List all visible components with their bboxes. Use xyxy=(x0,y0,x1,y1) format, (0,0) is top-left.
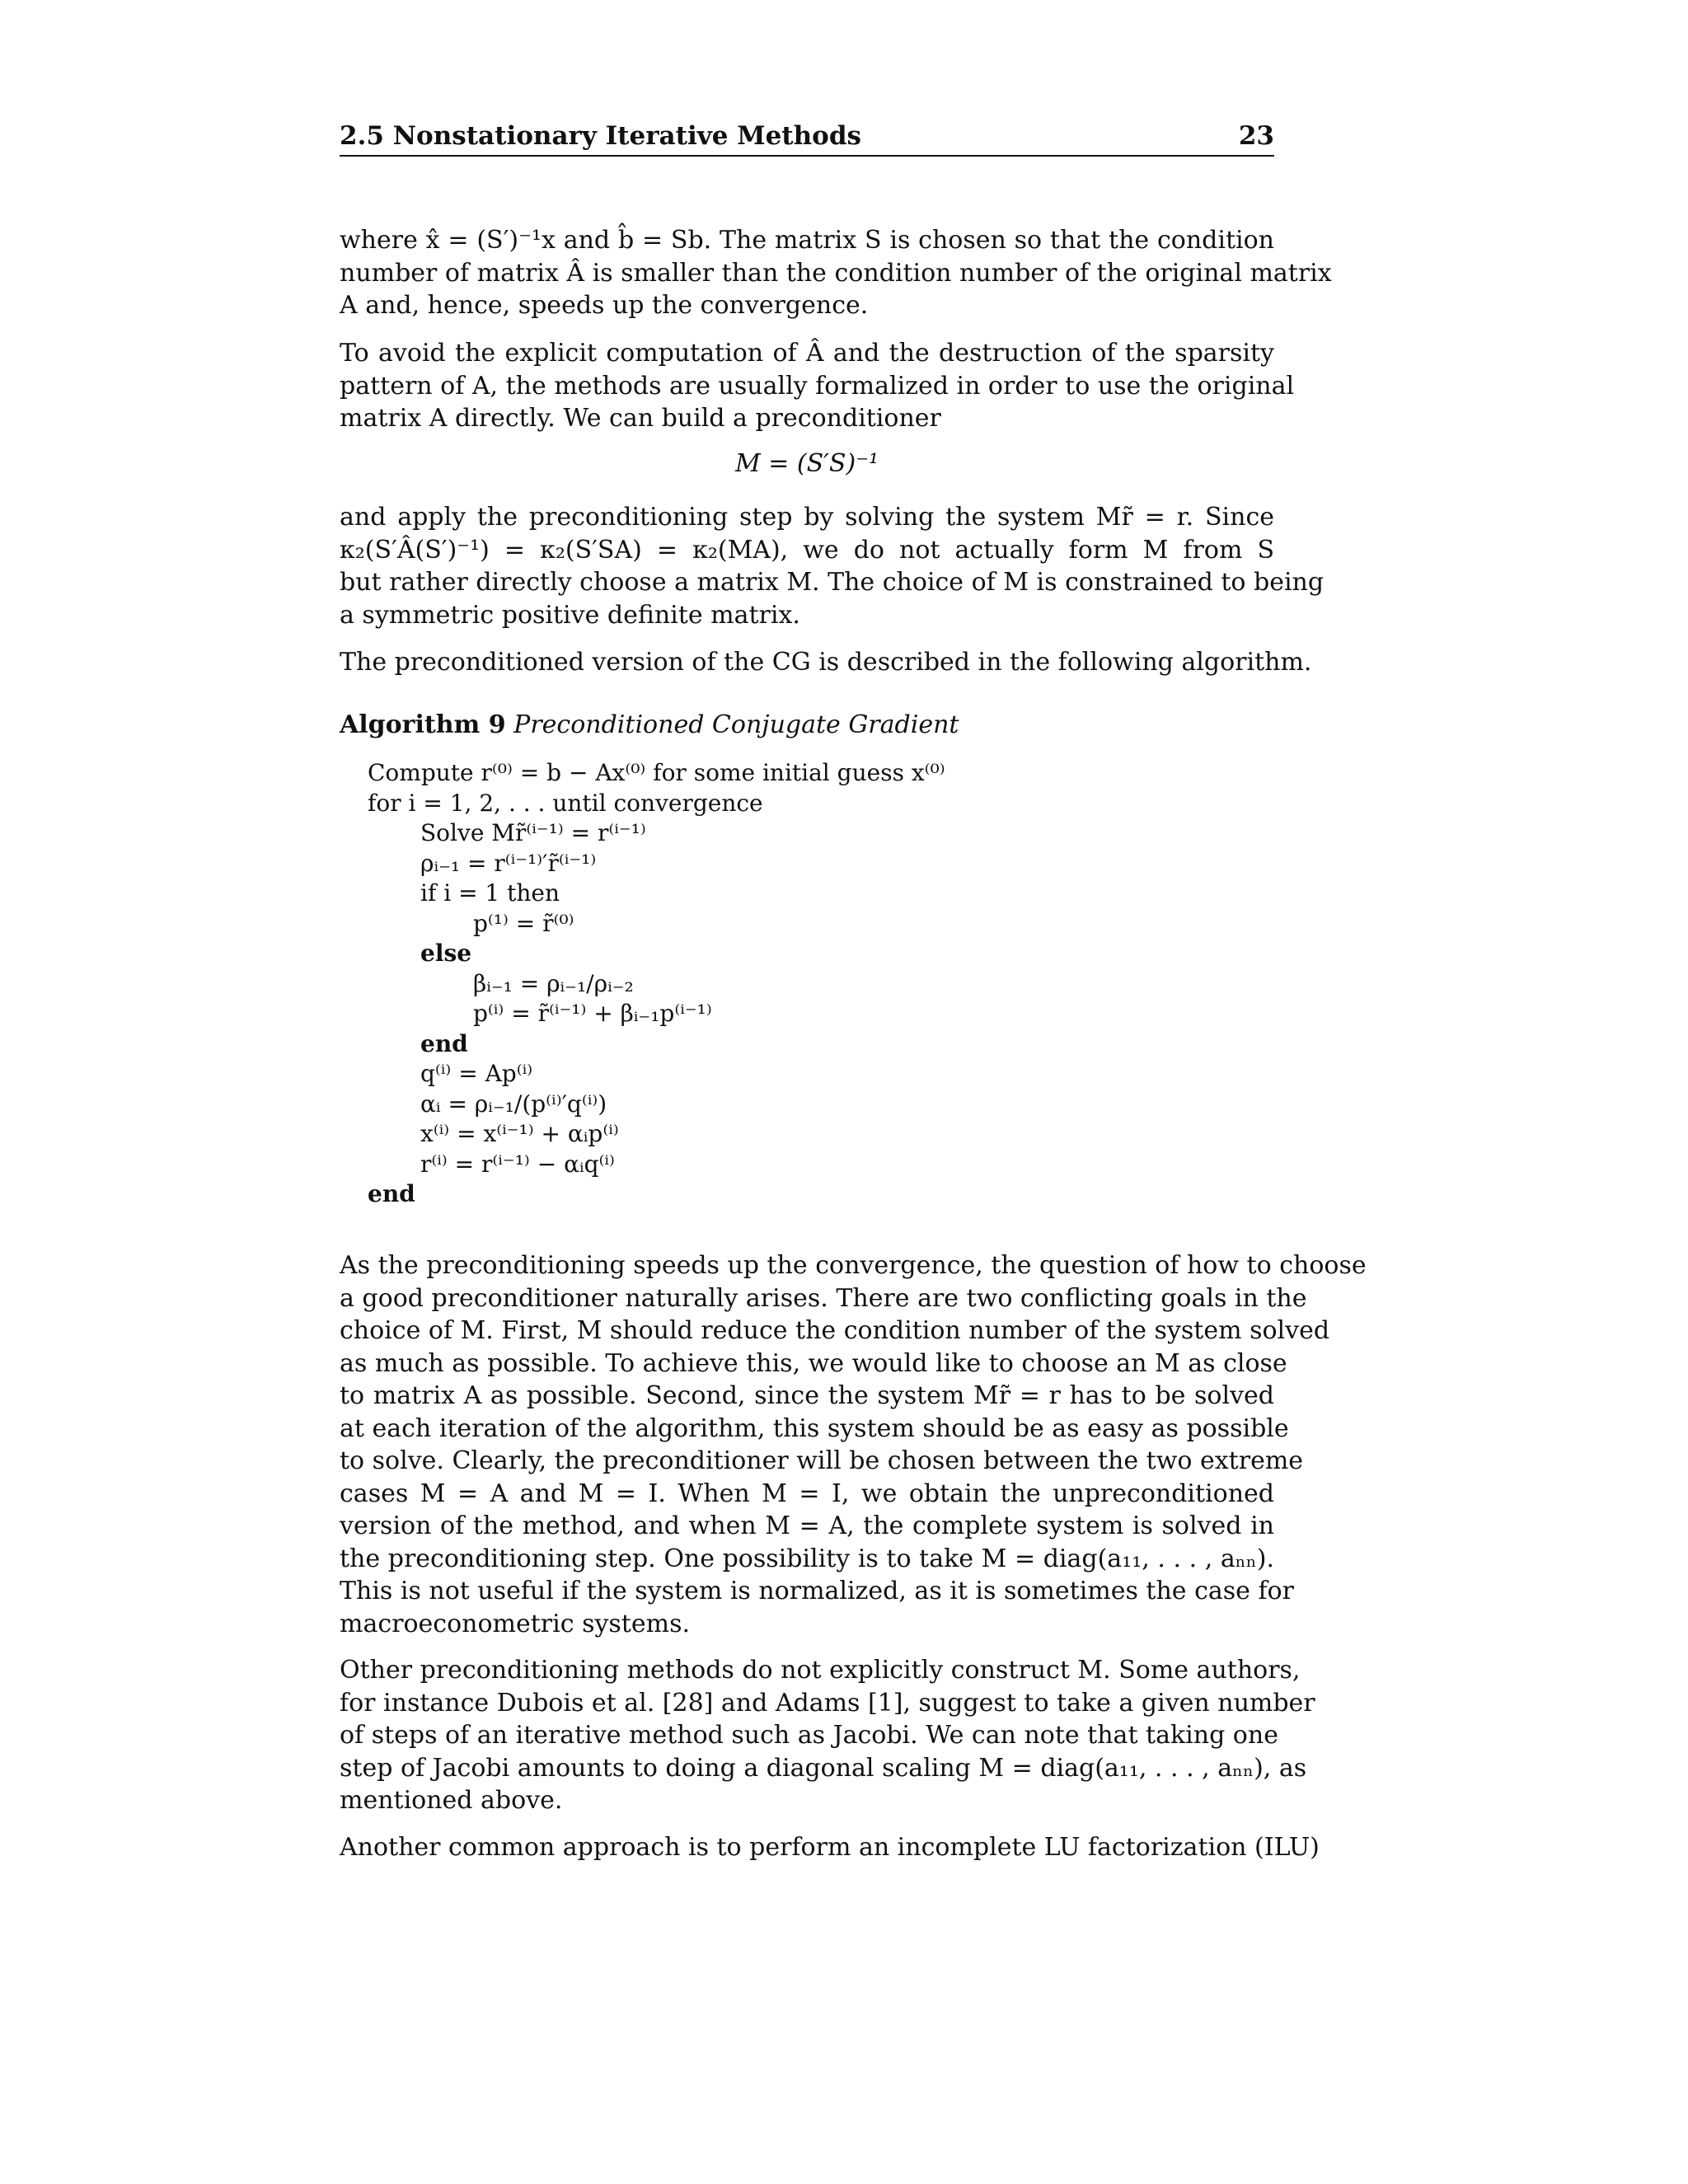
algorithm-line: ρᵢ₋₁ = r⁽ⁱ⁻¹⁾′r̃⁽ⁱ⁻¹⁾ xyxy=(420,849,597,877)
paragraph-3 xyxy=(340,501,1325,631)
algorithm-line: q⁽ⁱ⁾ = Ap⁽ⁱ⁾ xyxy=(420,1060,533,1087)
paragraph-2 xyxy=(340,337,1295,435)
text-line: a symmetric positive definite matrix. xyxy=(340,600,800,630)
section-title: 2.5 Nonstationary Iterative Methods xyxy=(340,121,861,151)
text-line: The preconditioned version of the CG is described in the following algorithm. xyxy=(340,648,1312,677)
text-line: Another common approach is to perform an incomplete LU factorization (ILU) xyxy=(340,1833,1320,1862)
algorithm-keyword: end xyxy=(420,1029,468,1057)
text-line: pattern of A, the methods are usually formalized in order to use the original xyxy=(340,371,1295,401)
text-line: To avoid the explicit computation of Â and the destruction of the sparsity xyxy=(340,339,1274,368)
text-line: version of the method, and when M = A, the complete system is solved in xyxy=(340,1511,1274,1540)
text-line: Other preconditioning methods do not explicitly construct M. Some authors, xyxy=(340,1656,1301,1685)
algorithm-line: αᵢ = ρᵢ₋₁/(p⁽ⁱ⁾′q⁽ⁱ⁾) xyxy=(420,1090,607,1118)
text-line: as much as possible. To achieve this, we would like to choose an M as close xyxy=(340,1348,1287,1378)
text-line: of steps of an iterative method such as Jacobi. We can note that taking one xyxy=(340,1721,1278,1750)
text-line: and apply the preconditioning step by solving the system Mr̃ = r. Since xyxy=(340,503,1274,532)
algorithm-line: for i = 1, 2, . . . until convergence xyxy=(368,789,763,817)
paragraph-6 xyxy=(340,1654,1315,1817)
text-line: to matrix A as possible. Second, since the system Mr̃ = r has to be solved xyxy=(340,1381,1274,1410)
text-line: but rather directly choose a matrix M. The choice of M is constrained to being xyxy=(340,568,1325,597)
text-line: the preconditioning step. One possibility is to take M = diag(a₁₁, . . . , aₙₙ). xyxy=(340,1544,1274,1573)
text-line: a good preconditioner naturally arises. There are two conflicting goals in the xyxy=(340,1283,1307,1313)
algorithm-line: p⁽ⁱ⁾ = r̃⁽ⁱ⁻¹⁾ + βᵢ₋₁p⁽ⁱ⁻¹⁾ xyxy=(473,1000,712,1027)
algorithm-line: if i = 1 then xyxy=(420,879,560,907)
paragraph-5 xyxy=(340,1249,1367,1640)
algorithm-keyword: else xyxy=(420,940,472,967)
algorithm-name: Preconditioned Conjugate Gradient xyxy=(513,710,959,739)
text-line: step of Jacobi amounts to doing a diagonal scaling M = diag(a₁₁, . . . , aₙₙ), as xyxy=(340,1753,1307,1783)
algorithm-body xyxy=(368,758,945,1210)
algorithm-keyword: end xyxy=(368,1180,415,1207)
text-line: A and, hence, speeds up the convergence. xyxy=(340,291,869,320)
text-line: matrix A directly. We can build a preconditioner xyxy=(340,404,941,433)
text-line: cases M = A and M = I. When M = I, we obtain the unpreconditioned xyxy=(340,1479,1274,1508)
text-line: at each iteration of the algorithm, this system should be as easy as possible xyxy=(340,1413,1289,1443)
paragraph-4 xyxy=(340,646,1312,679)
algorithm-line: x⁽ⁱ⁾ = x⁽ⁱ⁻¹⁾ + αᵢp⁽ⁱ⁾ xyxy=(420,1120,619,1147)
text-line: where x̂ = (S′)⁻¹x and b̂ = Sb. The matrix S is chosen so that the condition xyxy=(340,226,1274,255)
text-line: to solve. Clearly, the preconditioner will be chosen between the two extreme xyxy=(340,1446,1304,1475)
text-line: This is not useful if the system is normalized, as it is sometimes the case for xyxy=(340,1577,1294,1605)
algorithm-line: p⁽¹⁾ = r̃⁽⁰⁾ xyxy=(473,909,574,937)
document-page xyxy=(340,0,1367,2184)
text-line: macroeconometric systems. xyxy=(340,1609,690,1638)
algorithm-line: βᵢ₋₁ = ρᵢ₋₁/ρᵢ₋₂ xyxy=(473,969,634,997)
text-line: κ₂(S′Â(S′)⁻¹) = κ₂(S′SA) = κ₂(MA), we do not actually form M from S xyxy=(340,535,1274,565)
display-equation: M = (S′S)⁻¹ xyxy=(734,449,879,478)
text-line: number of matrix Â is smaller than the condition number of the original matrix xyxy=(340,258,1332,288)
running-header xyxy=(340,117,1274,157)
text-line: for instance Dubois et al. [28] and Adams [1], suggest to take a given number xyxy=(340,1688,1315,1718)
text-line: As the preconditioning speeds up the convergence, the question of how to choose xyxy=(340,1251,1367,1280)
algorithm-line: Compute r⁽⁰⁾ = b − Ax⁽⁰⁾ for some initial guess x⁽⁰⁾ xyxy=(368,759,945,786)
text-line: choice of M. First, M should reduce the condition number of the system solved xyxy=(340,1316,1330,1345)
algorithm-caption xyxy=(340,709,959,742)
algorithm-line: Solve Mr̃⁽ⁱ⁻¹⁾ = r⁽ⁱ⁻¹⁾ xyxy=(420,819,646,846)
page-number: 23 xyxy=(1238,121,1274,151)
paragraph-7 xyxy=(340,1831,1320,1864)
algorithm-line: r⁽ⁱ⁾ = r⁽ⁱ⁻¹⁾ − αᵢq⁽ⁱ⁾ xyxy=(420,1150,615,1178)
paragraph-1 xyxy=(340,224,1332,322)
algorithm-label: Algorithm 9 xyxy=(340,710,506,739)
text-line: mentioned above. xyxy=(340,1786,563,1815)
